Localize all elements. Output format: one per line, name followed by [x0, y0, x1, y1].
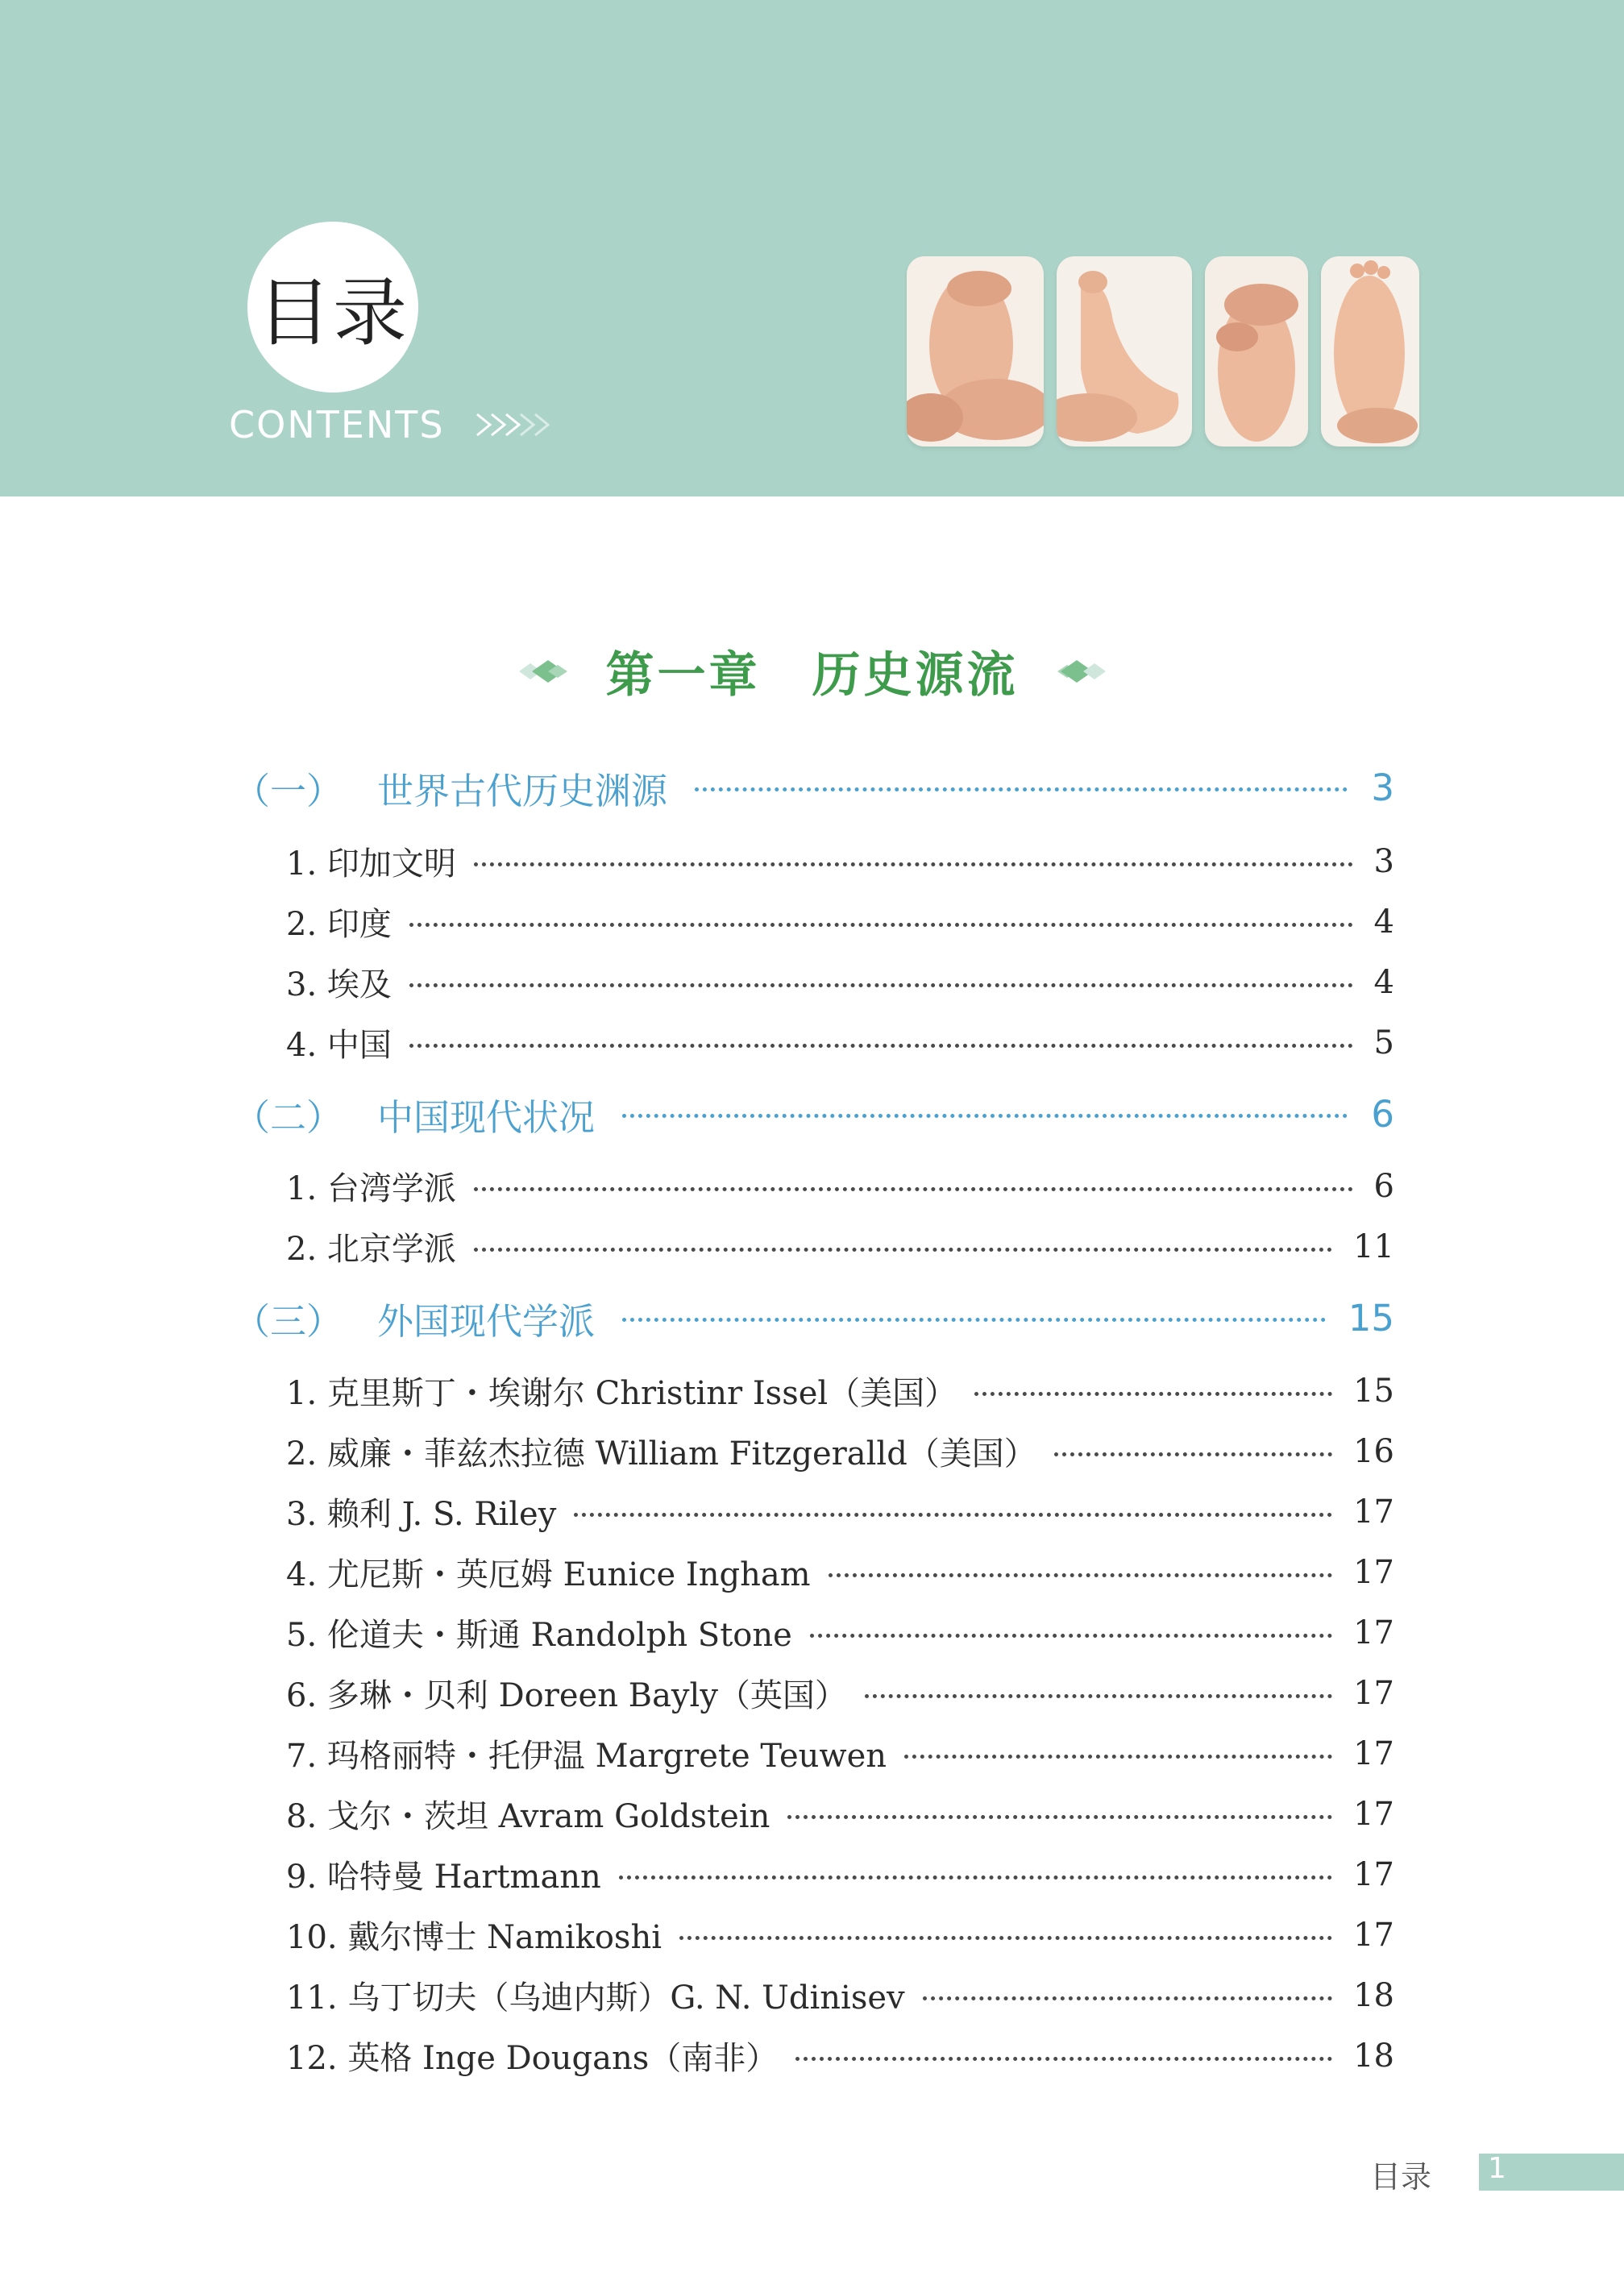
dot-leader: [474, 1248, 1332, 1252]
item-label: 5. 伦道夫・斯通 Randolph Stone: [286, 1617, 792, 1654]
toc-section[interactable]: [234, 1088, 1394, 1140]
item-label: 2. 威廉・菲兹杰拉德 William Fitzgeralld（美国）: [286, 1435, 1036, 1473]
foot-massage-photo-2: [1057, 256, 1192, 447]
dot-leader: [695, 787, 1348, 791]
item-label: 1. 台湾学派: [286, 1170, 456, 1207]
item-label: 2. 印度: [286, 906, 392, 943]
toc-item[interactable]: [286, 838, 1394, 884]
item-label: 3. 赖利 J. S. Riley: [286, 1496, 557, 1533]
dot-leader: [474, 1187, 1353, 1191]
item-label: 4. 尤尼斯・英厄姆 Eunice Ingham: [286, 1556, 811, 1593]
dot-leader: [409, 923, 1353, 927]
toc-item[interactable]: [286, 1791, 1394, 1837]
toc-item[interactable]: [286, 1730, 1394, 1776]
item-label: 4. 中国: [286, 1027, 392, 1064]
item-label: 2. 北京学派: [286, 1231, 456, 1268]
item-label: 3. 埃及: [286, 966, 392, 1003]
item-page: 11: [1353, 1228, 1394, 1265]
dot-leader: [622, 1114, 1348, 1118]
item-page: 4: [1373, 963, 1394, 1001]
toc-item[interactable]: [286, 1912, 1394, 1958]
item-label: 1. 印加文明: [286, 845, 456, 883]
footer-label: 目录: [1370, 2159, 1432, 2195]
item-label: 6. 多琳・贝利 Doreen Bayly（英国）: [286, 1677, 847, 1714]
item-page: 18: [1353, 2037, 1394, 2075]
dot-leader: [409, 1044, 1353, 1048]
section-number: （一）: [234, 770, 343, 812]
toc-section[interactable]: [234, 1292, 1394, 1344]
item-label: 9. 哈特曼 Hartmann: [286, 1859, 601, 1896]
dot-leader: [787, 1815, 1332, 1819]
item-label: 10. 戴尔博士 Namikoshi: [286, 1919, 662, 1956]
section-number: （二）: [234, 1096, 343, 1139]
page-title: 目录: [256, 270, 409, 356]
dot-leader: [795, 2057, 1332, 2061]
toc-item[interactable]: [286, 1368, 1394, 1414]
chapter-heading: [0, 637, 1624, 706]
toc-item[interactable]: [286, 1610, 1394, 1655]
section-page: 6: [1371, 1093, 1394, 1136]
dot-leader: [865, 1694, 1332, 1698]
section-page: 15: [1348, 1297, 1394, 1340]
item-page: 17: [1353, 1855, 1394, 1893]
item-page: 17: [1353, 1674, 1394, 1712]
dot-leader: [679, 1936, 1332, 1940]
dot-leader: [474, 862, 1353, 866]
toc-item[interactable]: [286, 1972, 1394, 2018]
chapter-title: 第一章 历史源流: [605, 647, 1019, 704]
toc-item[interactable]: [286, 1223, 1394, 1269]
item-label: 7. 玛格丽特・托伊温 Margrete Teuwen: [286, 1738, 887, 1775]
item-page: 3: [1373, 842, 1394, 880]
item-label: 11. 乌丁切夫（乌迪内斯）G. N. Udinisev: [286, 1979, 905, 2017]
item-label: 12. 英格 Inge Dougans（南非）: [286, 2040, 779, 2077]
item-page: 17: [1353, 1795, 1394, 1833]
foot-massage-photo-3: [1205, 256, 1308, 447]
item-page: 18: [1353, 1976, 1394, 2014]
toc-item[interactable]: [286, 1020, 1394, 1065]
section-title: 外国现代学派: [377, 1300, 596, 1343]
double-chevron-icon: [474, 406, 571, 443]
dot-leader: [923, 1996, 1332, 2000]
item-page: 15: [1353, 1372, 1394, 1410]
toc-item[interactable]: [286, 959, 1394, 1005]
toc-item[interactable]: [286, 1549, 1394, 1595]
item-page: 16: [1353, 1432, 1394, 1470]
item-page: 17: [1353, 1493, 1394, 1531]
title-badge: [247, 222, 418, 393]
item-label: 8. 戈尔・茨坦 Avram Goldstein: [286, 1798, 770, 1835]
toc-item[interactable]: [286, 1851, 1394, 1897]
foot-massage-photo-4: [1321, 256, 1419, 447]
dot-leader: [904, 1755, 1332, 1759]
contents-text: CONTENTS: [229, 403, 445, 447]
page-number: 1: [1488, 2152, 1506, 2185]
foot-massage-photo-1: [907, 256, 1044, 447]
toc-section[interactable]: [234, 762, 1394, 814]
item-page: 5: [1373, 1024, 1394, 1061]
photo-strip: [907, 256, 1419, 447]
item-page: 17: [1353, 1916, 1394, 1954]
dot-leader: [829, 1573, 1332, 1577]
section-page: 3: [1371, 766, 1394, 809]
toc-item[interactable]: [286, 1670, 1394, 1716]
toc-item[interactable]: [286, 1428, 1394, 1474]
toc-item[interactable]: [286, 2033, 1394, 2079]
dot-leader: [974, 1392, 1332, 1396]
item-page: 4: [1373, 903, 1394, 941]
item-page: 17: [1353, 1734, 1394, 1772]
item-page: 6: [1373, 1167, 1394, 1205]
dot-leader: [1054, 1452, 1332, 1456]
contents-label: [229, 403, 571, 447]
item-page: 17: [1353, 1553, 1394, 1591]
toc-item[interactable]: [286, 899, 1394, 945]
item-page: 17: [1353, 1614, 1394, 1651]
section-number: （三）: [234, 1300, 343, 1343]
item-label: 1. 克里斯丁・埃谢尔 Christinr Issel（美国）: [286, 1375, 957, 1412]
dot-leader: [622, 1318, 1326, 1322]
toc-item[interactable]: [286, 1489, 1394, 1535]
dot-leader: [619, 1876, 1332, 1880]
section-title: 世界古代历史渊源: [377, 770, 668, 812]
section-title: 中国现代状况: [377, 1096, 596, 1139]
dot-leader: [574, 1513, 1332, 1517]
dot-leader: [810, 1634, 1332, 1638]
toc-item[interactable]: [286, 1163, 1394, 1209]
diamond-ornament-icon: [1051, 655, 1109, 687]
dot-leader: [409, 983, 1353, 987]
diamond-ornament-icon: [516, 655, 574, 687]
